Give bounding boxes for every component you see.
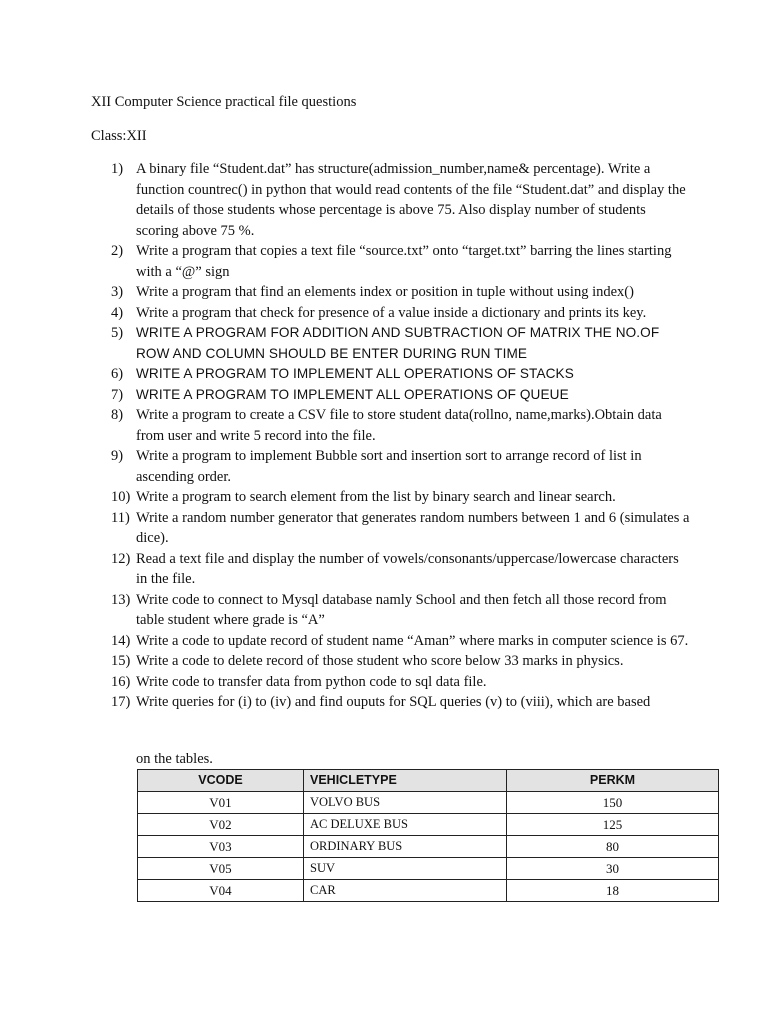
header-perkm: PERKM xyxy=(507,770,719,792)
question-number: 6) xyxy=(111,366,124,382)
question-number: 10) xyxy=(111,489,131,505)
cell-vcode: V02 xyxy=(138,814,304,836)
cell-vehicletype: VOLVO BUS xyxy=(304,792,507,814)
question-text: WRITE A PROGRAM TO IMPLEMENT ALL OPERATIONS OF STACKS xyxy=(136,366,574,381)
question-text: Write a random number generator that generates random numbers between 1 and 6 (simulates a dice). xyxy=(136,509,690,546)
table-header-row xyxy=(138,770,719,792)
cell-perkm: 30 xyxy=(507,858,719,880)
question-text: Write a program that check for presence of a value inside a dictionary and prints its key. xyxy=(136,304,647,321)
list-item xyxy=(111,159,691,241)
list-item xyxy=(111,323,691,364)
vehicle-table xyxy=(137,769,719,902)
table-row xyxy=(138,836,719,858)
header-vcode: VCODE xyxy=(138,770,304,792)
list-item xyxy=(111,590,691,631)
document-title: XII Computer Science practical file questions xyxy=(91,94,357,110)
question-number: 7) xyxy=(111,386,124,403)
question-text: Write a program to implement Bubble sort and insertion sort to arrange record of list in ascending order. xyxy=(136,448,642,485)
header-vehicletype: VEHICLETYPE xyxy=(304,770,507,792)
question-text: WRITE A PROGRAM FOR ADDITION AND SUBTRACTION OF MATRIX THE NO.OF ROW AND COLUMN SHOULD BE ENTER DURING RUN TIME xyxy=(136,325,660,361)
cell-perkm: 150 xyxy=(507,792,719,814)
list-item xyxy=(111,651,691,672)
list-item xyxy=(111,303,691,324)
question-number: 4) xyxy=(111,304,124,321)
question-text: Write a program that copies a text file “source.txt” onto “target.txt” barring the lines starting with a “@” sign xyxy=(136,243,672,280)
cell-vcode: V03 xyxy=(138,836,304,858)
cell-vcode: V04 xyxy=(138,880,304,902)
list-item xyxy=(111,692,691,713)
cell-vcode: V05 xyxy=(138,858,304,880)
question-list xyxy=(111,159,691,713)
list-item xyxy=(111,508,691,549)
list-item xyxy=(111,631,691,652)
cell-vehicletype: CAR xyxy=(304,880,507,902)
question-number: 3) xyxy=(111,284,124,300)
question-text: Write a program to create a CSV file to store student data(rollno, name,marks).Obtain data from user and write 5 record into the file. xyxy=(136,407,662,444)
class-line: Class:XII xyxy=(91,128,147,144)
question-number: 15) xyxy=(111,653,131,669)
question-text: Write a program that find an elements index or position in tuple without using index() xyxy=(136,284,634,300)
question-text: Write code to transfer data from python code to sql data file. xyxy=(136,673,487,690)
question-text: Write code to connect to Mysql database namly School and then fetch all those record from table student where grade is “A” xyxy=(136,591,667,628)
cell-vehicletype: SUV xyxy=(304,858,507,880)
question-text: Write a program to search element from the list by binary search and linear search. xyxy=(136,489,616,505)
cell-perkm: 125 xyxy=(507,814,719,836)
question-number: 13) xyxy=(111,591,131,608)
cell-perkm: 80 xyxy=(507,836,719,858)
cell-vehicletype: ORDINARY BUS xyxy=(304,836,507,858)
question-number: 16) xyxy=(111,673,131,690)
cell-vcode: V01 xyxy=(138,792,304,814)
list-item xyxy=(111,405,691,446)
table-row xyxy=(138,858,719,880)
question-number: 14) xyxy=(111,632,131,649)
question-number: 8) xyxy=(111,407,124,423)
list-item xyxy=(111,549,691,590)
list-item xyxy=(111,282,691,303)
question-number: 11) xyxy=(111,509,130,526)
cell-vehicletype: AC DELUXE BUS xyxy=(304,814,507,836)
question-number: 12) xyxy=(111,550,131,567)
question-text: Write a code to delete record of those student who score below 33 marks in physics. xyxy=(136,653,624,669)
table-row xyxy=(138,814,719,836)
question-text: Read a text file and display the number of vowels/consonants/uppercase/lowercase characters in the file. xyxy=(136,550,679,587)
question-text: Write queries for (i) to (iv) and find ouputs for SQL queries (v) to (viii), which are based xyxy=(136,694,651,710)
question-number: 5) xyxy=(111,325,124,341)
table-row xyxy=(138,792,719,814)
list-item xyxy=(111,385,691,406)
question-number: 2) xyxy=(111,243,124,259)
list-item xyxy=(111,672,691,693)
question-text: Write a code to update record of student name “Aman” where marks in computer science is 67. xyxy=(136,632,689,649)
question-number: 1) xyxy=(111,161,124,177)
tables-intro-line: on the tables. xyxy=(136,751,213,767)
list-item xyxy=(111,241,691,282)
list-item xyxy=(111,487,691,508)
question-number: 9) xyxy=(111,448,124,464)
list-item xyxy=(111,364,691,385)
list-item xyxy=(111,446,691,487)
question-text: A binary file “Student.dat” has structure(admission_number,name& percentage). Write a function countrec() in python that would read contents of the file “Student.dat” and display the details of those students whose percentage is above 75. Also display number of students scoring above 75 %. xyxy=(136,161,686,239)
question-text: WRITE A PROGRAM TO IMPLEMENT ALL OPERATIONS OF QUEUE xyxy=(136,386,569,402)
question-number: 17) xyxy=(111,694,131,710)
table-row xyxy=(138,880,719,902)
cell-perkm: 18 xyxy=(507,880,719,902)
